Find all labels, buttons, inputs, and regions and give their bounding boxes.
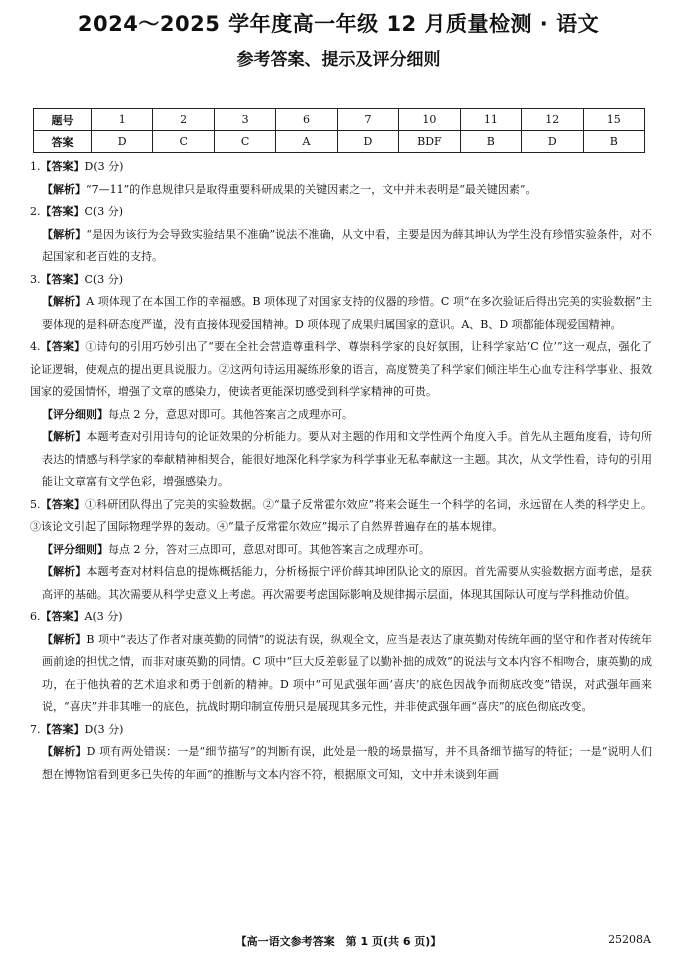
item-tag: 【解析】 xyxy=(42,182,86,196)
item-text: A(3 分) xyxy=(84,610,123,623)
item-text: 本题考查对材料信息的提炼概括能力，分析杨振宁评价薛其坤团队论文的原因。首先需要从实验数据方面考虑，是获高评的基础。其次需要从科学史意义上考虑。再次需要考虑国际影响及规律揭示层面，体现其国际认可度与学科推动价值。 xyxy=(42,565,653,601)
answer-cell: D xyxy=(92,131,153,153)
item-text: C(3 分) xyxy=(84,272,123,286)
analysis-item xyxy=(30,629,652,719)
item-text: “7—11”的作息规律只是取得重要科研成果的关键因素之一，文中并未表明是“最关键因素”。 xyxy=(86,182,537,196)
answer-item xyxy=(30,201,652,224)
analysis-item xyxy=(30,291,652,336)
question-no: 2. xyxy=(30,205,41,218)
item-text: B 项中“表达了作者对康英勤的同情”的说法有误，纵观全文，应当是表达了康英勤对传统年画的坚守和作者对传统年画前途的担忧之情，而非对康英勤的同情。C 项中“巨大反差彰显了以勤补拙的成效”的说法与文本内容不相吻合，康英勤的成功，在于他执着的艺术追求和勇于创新的精神。D 项中“可见武强年画‘喜庆’的底色因战争而彻底改变”错误，对武强年画来说，“喜庆”并非其唯一的底色，抗战时期印制宣传册只是展现其多元性，并非使武强年画“喜庆”的底色彻底改变。 xyxy=(42,632,653,713)
answer-cell: C xyxy=(214,131,275,153)
analysis-item xyxy=(30,426,652,494)
question-number: 6 xyxy=(276,109,337,131)
answer-explanations xyxy=(30,156,652,786)
question-number: 10 xyxy=(399,109,460,131)
item-tag: 【答案】 xyxy=(40,272,85,286)
item-tag: 【答案】 xyxy=(40,610,85,623)
answer-item xyxy=(30,269,652,292)
answer-cell: A xyxy=(276,131,337,153)
item-tag: 【解析】 xyxy=(42,430,87,443)
question-number: 2 xyxy=(153,109,214,131)
item-text: A 项体现了在本国工作的幸福感。B 项体现了对国家支持的仪器的珍惜。C 项“在多次验证后得出完美的实验数据”主要体现的是科研态度严谨，没有直接体现爱国精神。D 项体现了成果归属国家的意识。A、B、D 项都能体现爱国精神。 xyxy=(42,295,653,331)
page-title: 2024～2025 学年度高一年级 12 月质量检测 · 语文 xyxy=(77,12,600,36)
item-tag: 【解析】 xyxy=(42,227,87,241)
answer-item xyxy=(30,336,652,404)
answer-item xyxy=(30,606,652,629)
analysis-item xyxy=(30,179,652,202)
footer-page-label: 【高一语文参考答案 第 1 页(共 6 页)】 xyxy=(235,935,442,948)
analysis-item xyxy=(30,741,652,786)
question-number-row xyxy=(34,109,645,131)
item-tag: 【评分细则】 xyxy=(42,407,108,421)
row-label-answer: 答案 xyxy=(34,131,92,153)
answer-item xyxy=(30,156,652,179)
answer-cell: B xyxy=(583,131,645,153)
question-no: 1. xyxy=(30,160,41,173)
answer-row xyxy=(34,131,645,153)
answer-cell: BDF xyxy=(399,131,460,153)
item-tag: 【答案】 xyxy=(40,160,85,173)
item-tag: 【解析】 xyxy=(42,565,87,578)
question-no: 6. xyxy=(30,610,41,623)
item-text: D 项有两处错误：一是“细节描写”的判断有误，此处是一般的场景描写，并不具备细节描写的特征；一是“说明人们想在博物馆看到更多已失传的年画”的推断与文本内容不符，根据原文可知，文中并未谈到年画 xyxy=(42,745,652,781)
answer-cell: D xyxy=(337,131,398,153)
item-tag: 【答案】 xyxy=(40,340,86,353)
answer-cell: B xyxy=(460,131,521,153)
answer-table xyxy=(33,108,645,153)
answer-cell: D xyxy=(522,131,583,153)
item-text: D(3 分) xyxy=(84,722,124,736)
page-subtitle: 参考答案、提示及评分细则 xyxy=(236,50,441,70)
item-text: 本题考查对引用诗句的论证效果的分析能力。要从对主题的作用和文学性两个角度入手。首先从主题角度看，诗句所表达的情感与科学家的奉献精神相契合，能很好地深化科学家为科学事业无私奉献这一主题。其次，从文学性看，诗句的引用能让文章富有文学色彩，增强感染力。 xyxy=(42,430,653,488)
page-footer xyxy=(0,933,677,953)
analysis-item xyxy=(30,561,652,606)
question-no: 3. xyxy=(30,272,41,286)
footer-code: 25208A xyxy=(608,933,651,946)
question-number: 3 xyxy=(214,109,275,131)
item-tag: 【解析】 xyxy=(42,745,87,758)
answer-item xyxy=(30,719,652,742)
question-no: 5. xyxy=(30,497,41,511)
answer-cell: C xyxy=(153,131,214,153)
item-tag: 【答案】 xyxy=(40,497,86,511)
question-no: 4. xyxy=(30,340,41,353)
item-text: 每点 2 分，答对三点即可，意思对即可。其他答案言之成理亦可。 xyxy=(108,542,430,556)
question-number: 7 xyxy=(337,109,398,131)
row-label-number: 题号 xyxy=(34,109,92,131)
item-text: ①科研团队得出了完美的实验数据。②“量子反常霍尔效应”将来会诞生一个科学的名词，永远留在人类的科学史上。③该论文引起了国际物理学界的轰动。④“量子反常霍尔效应”揭示了自然界普遍存在的基本规律。 xyxy=(30,497,652,533)
analysis-item xyxy=(30,224,652,269)
item-text: C(3 分) xyxy=(84,205,123,218)
item-tag: 【解析】 xyxy=(42,632,87,646)
question-number: 1 xyxy=(92,109,153,131)
question-number: 12 xyxy=(522,109,583,131)
item-tag: 【答案】 xyxy=(40,205,85,218)
question-no: 7. xyxy=(30,722,41,736)
question-number: 11 xyxy=(460,109,521,131)
item-text: “是因为该行为会导致实验结果不准确”说法不准确，从文中看，主要是因为薛其坤认为学生没有珍惜实验条件，对不起国家和老百姓的支持。 xyxy=(42,227,653,263)
item-tag: 【评分细则】 xyxy=(42,542,108,556)
item-text: 每点 2 分，意思对即可。其他答案言之成理亦可。 xyxy=(108,407,353,421)
item-tag: 【解析】 xyxy=(42,295,87,308)
scoring-item xyxy=(30,404,652,427)
answer-item xyxy=(30,494,652,539)
scoring-item xyxy=(30,539,652,562)
item-tag: 【答案】 xyxy=(40,722,85,736)
item-text: ①诗句的引用巧妙引出了“要在全社会营造尊重科学、尊崇科学家的良好氛围，让科学家站‘C 位’”这一观点，强化了论证逻辑，使观点的提出更具说服力。②这两句诗运用凝练形象的语言，高度赞美了科学家们倾注毕生心血专注科学事业、报效国家的爱国情怀，增强了文章的感染力，使读者更能深切感受到科学家精神的可贵。 xyxy=(30,340,653,398)
question-number: 15 xyxy=(583,109,645,131)
item-text: D(3 分) xyxy=(84,160,124,173)
